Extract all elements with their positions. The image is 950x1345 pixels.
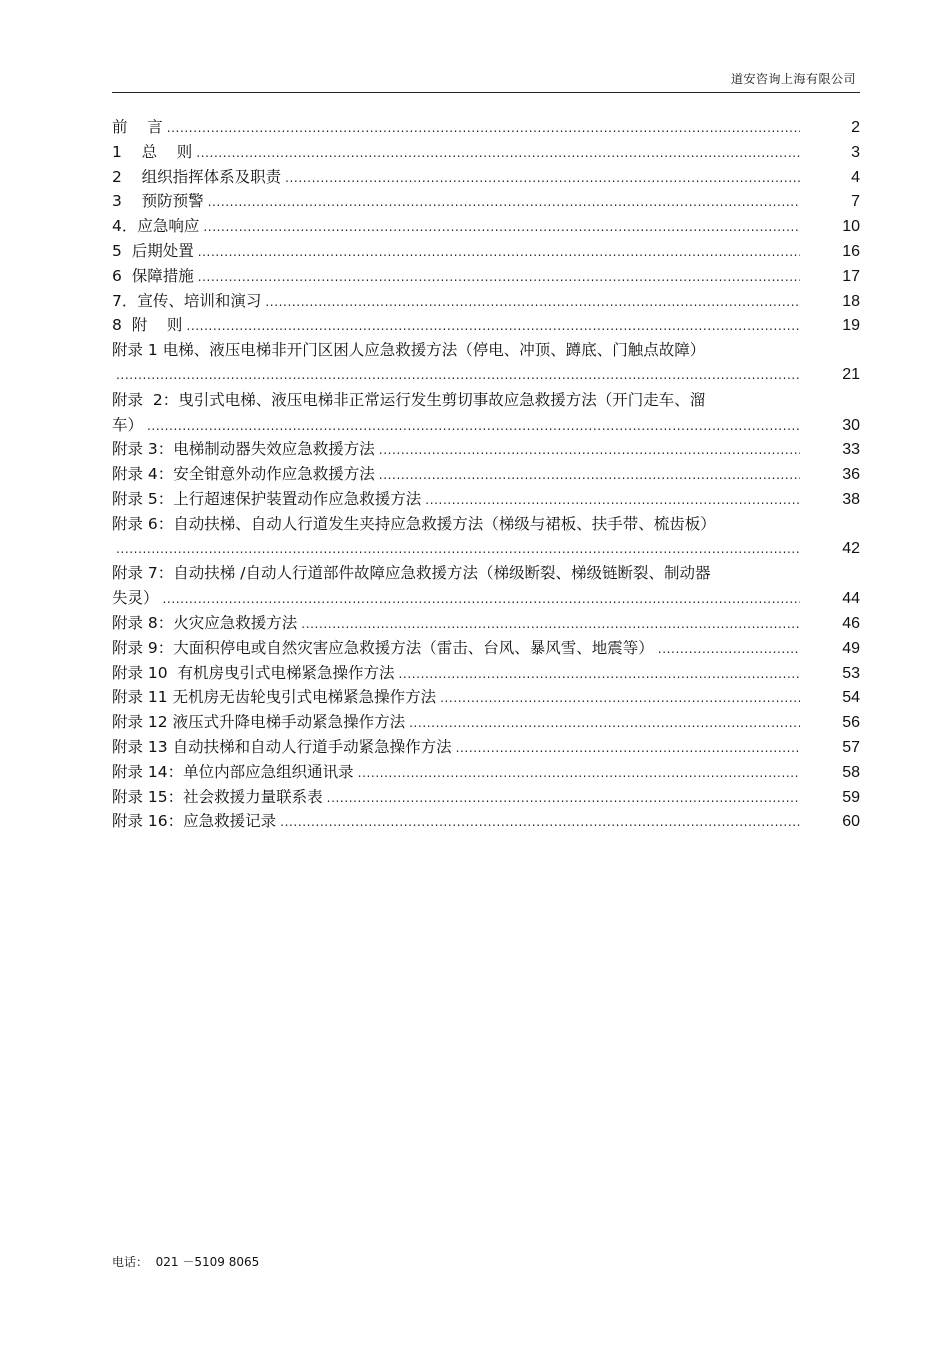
toc-dot-leader <box>425 488 800 513</box>
toc-entry[interactable] <box>112 214 860 239</box>
toc-page-number: 17 <box>842 267 860 285</box>
toc-page-number: 58 <box>842 763 860 781</box>
toc-dot-leader <box>186 314 800 339</box>
toc-entry[interactable] <box>112 140 860 165</box>
toc-dot-leader <box>203 215 800 240</box>
toc-dot-leader <box>399 662 800 687</box>
toc-page-number: 30 <box>842 416 860 434</box>
toc-entry[interactable] <box>112 710 860 735</box>
toc-entry-title: 3 预防预警 <box>112 192 204 211</box>
toc-entry-title: 6 保障措施 <box>112 266 194 285</box>
toc-entry-title: 5 后期处置 <box>112 241 194 260</box>
toc-entry-title: 附录 3：电梯制动器失效应急救援方法 <box>112 440 375 459</box>
toc-entry[interactable] <box>112 785 860 810</box>
toc-page-number: 42 <box>842 539 860 557</box>
toc-entry-title: 1 总 则 <box>112 142 193 161</box>
toc-page-number: 57 <box>842 738 860 756</box>
toc-dot-leader <box>456 736 800 761</box>
toc-entry-title: 附录 9：大面积停电或自然灾害应急救援方法（雷击、台风、暴风雪、地震等） <box>112 638 654 657</box>
header-company-name: 道安咨询上海有限公司 <box>730 72 856 86</box>
toc-entry-title: 附录 8：火灾应急救援方法 <box>112 613 298 632</box>
toc-dot-leader <box>163 587 800 612</box>
toc-page-number: 16 <box>842 242 860 260</box>
toc-entry-title: 附录 7：自动扶梯 /自动人行道部件故障应急救援方法（梯级断裂、梯级链断裂、制动器 <box>112 564 711 583</box>
toc-entry[interactable] <box>112 239 860 264</box>
toc-page-number: 21 <box>842 365 860 383</box>
toc-entry[interactable] <box>112 611 860 636</box>
toc-dot-leader <box>196 141 800 166</box>
page-header <box>112 66 860 93</box>
toc-dot-leader <box>265 290 800 315</box>
toc-entry[interactable] <box>112 437 860 462</box>
toc-dot-leader <box>358 761 800 786</box>
toc-page-number: 60 <box>842 813 860 831</box>
toc-page-number: 3 <box>851 143 860 161</box>
toc-entry-title: 附录 10 有机房曳引式电梯紧急操作方法 <box>112 663 395 682</box>
toc-entry[interactable] <box>112 289 860 314</box>
table-of-contents <box>112 115 860 834</box>
toc-page-number: 7 <box>851 193 860 211</box>
toc-entry-title: 附录 14：单位内部应急组织通讯录 <box>112 762 354 781</box>
toc-entry-title: 失灵） <box>112 589 159 608</box>
toc-page-number: 36 <box>842 466 860 484</box>
toc-entry[interactable] <box>112 809 860 834</box>
toc-dot-leader <box>147 414 800 439</box>
toc-dot-leader <box>409 711 800 736</box>
toc-entry-title: 附录 15：社会救援力量联系表 <box>112 787 323 806</box>
toc-page-number: 56 <box>842 714 860 732</box>
toc-page-number: 49 <box>842 639 860 657</box>
toc-dot-leader <box>280 810 800 835</box>
toc-page-number: 54 <box>842 689 860 707</box>
toc-page-number: 10 <box>842 218 860 236</box>
toc-page-number: 33 <box>842 441 860 459</box>
toc-entry[interactable] <box>112 636 860 661</box>
toc-page-number: 2 <box>851 119 860 136</box>
toc-entry[interactable] <box>112 165 860 190</box>
toc-dot-leader <box>116 363 800 388</box>
toc-dot-leader <box>658 637 800 662</box>
toc-entry-title: 前 言 <box>112 118 163 136</box>
toc-entry[interactable] <box>112 388 860 438</box>
toc-entry[interactable] <box>112 338 860 388</box>
toc-page-number: 44 <box>842 590 860 608</box>
toc-entry-title: 8 附 则 <box>112 316 183 335</box>
toc-entry[interactable] <box>112 512 860 562</box>
toc-entry-title: 附录 1 电梯、液压电梯非开门区困人应急救援方法（停电、冲顶、蹲底、门触点故障） <box>112 341 706 360</box>
toc-entry-title: 4．应急响应 <box>112 217 200 236</box>
toc-page-number: 18 <box>842 292 860 310</box>
toc-entry[interactable] <box>112 189 860 214</box>
toc-entry-title: 附录 12 液压式升降电梯手动紧急操作方法 <box>112 713 406 732</box>
toc-entry[interactable] <box>112 264 860 289</box>
toc-page-number: 38 <box>842 490 860 508</box>
toc-dot-leader <box>198 265 800 290</box>
toc-entry-title: 附录 11 无机房无齿轮曳引式电梯紧急操作方法 <box>112 688 437 707</box>
toc-entry-title: 附录 16：应急救援记录 <box>112 812 277 831</box>
toc-dot-leader <box>379 463 800 488</box>
toc-entry[interactable] <box>112 115 860 140</box>
toc-entry-title: 附录 2：曳引式电梯、液压电梯非正常运行发生剪切事故应急救援方法（开门走车、溜 <box>112 390 706 409</box>
toc-entry-title: 车） <box>112 415 144 434</box>
toc-entry-title: 附录 4：安全钳意外动作应急救援方法 <box>112 465 375 484</box>
toc-page-number: 4 <box>851 168 860 186</box>
toc-entry-title: 2 组织指挥体系及职责 <box>112 167 282 186</box>
toc-entry-title: 附录 13 自动扶梯和自动人行道手动紧急操作方法 <box>112 737 452 756</box>
toc-entry-title: 附录 6：自动扶梯、自动人行道发生夹持应急救援方法（梯级与裙板、扶手带、梳齿板） <box>112 514 716 533</box>
toc-dot-leader <box>198 240 800 265</box>
toc-dot-leader <box>167 116 800 141</box>
toc-entry[interactable] <box>112 487 860 512</box>
toc-page-number: 59 <box>842 788 860 806</box>
toc-entry[interactable] <box>112 561 860 611</box>
toc-entry-title: 附录 5：上行超速保护装置动作应急救援方法 <box>112 489 422 508</box>
toc-page-number: 46 <box>842 614 860 632</box>
toc-entry[interactable] <box>112 685 860 710</box>
toc-dot-leader <box>301 612 800 637</box>
toc-entry-title: 7．宣传、培训和演习 <box>112 291 262 310</box>
toc-dot-leader <box>116 537 800 562</box>
toc-entry[interactable] <box>112 760 860 785</box>
toc-dot-leader <box>379 438 800 463</box>
toc-dot-leader <box>285 166 800 191</box>
toc-page-number: 19 <box>842 317 860 335</box>
toc-dot-leader <box>440 686 800 711</box>
toc-dot-leader <box>208 190 800 215</box>
toc-entry[interactable] <box>112 735 860 760</box>
toc-page-number: 53 <box>842 664 860 682</box>
toc-dot-leader <box>327 786 800 811</box>
toc-entry[interactable] <box>112 313 860 338</box>
footer-phone: 电话： 021 －5109 8065 <box>112 1255 260 1269</box>
toc-entry[interactable] <box>112 462 860 487</box>
toc-entry[interactable] <box>112 661 860 686</box>
